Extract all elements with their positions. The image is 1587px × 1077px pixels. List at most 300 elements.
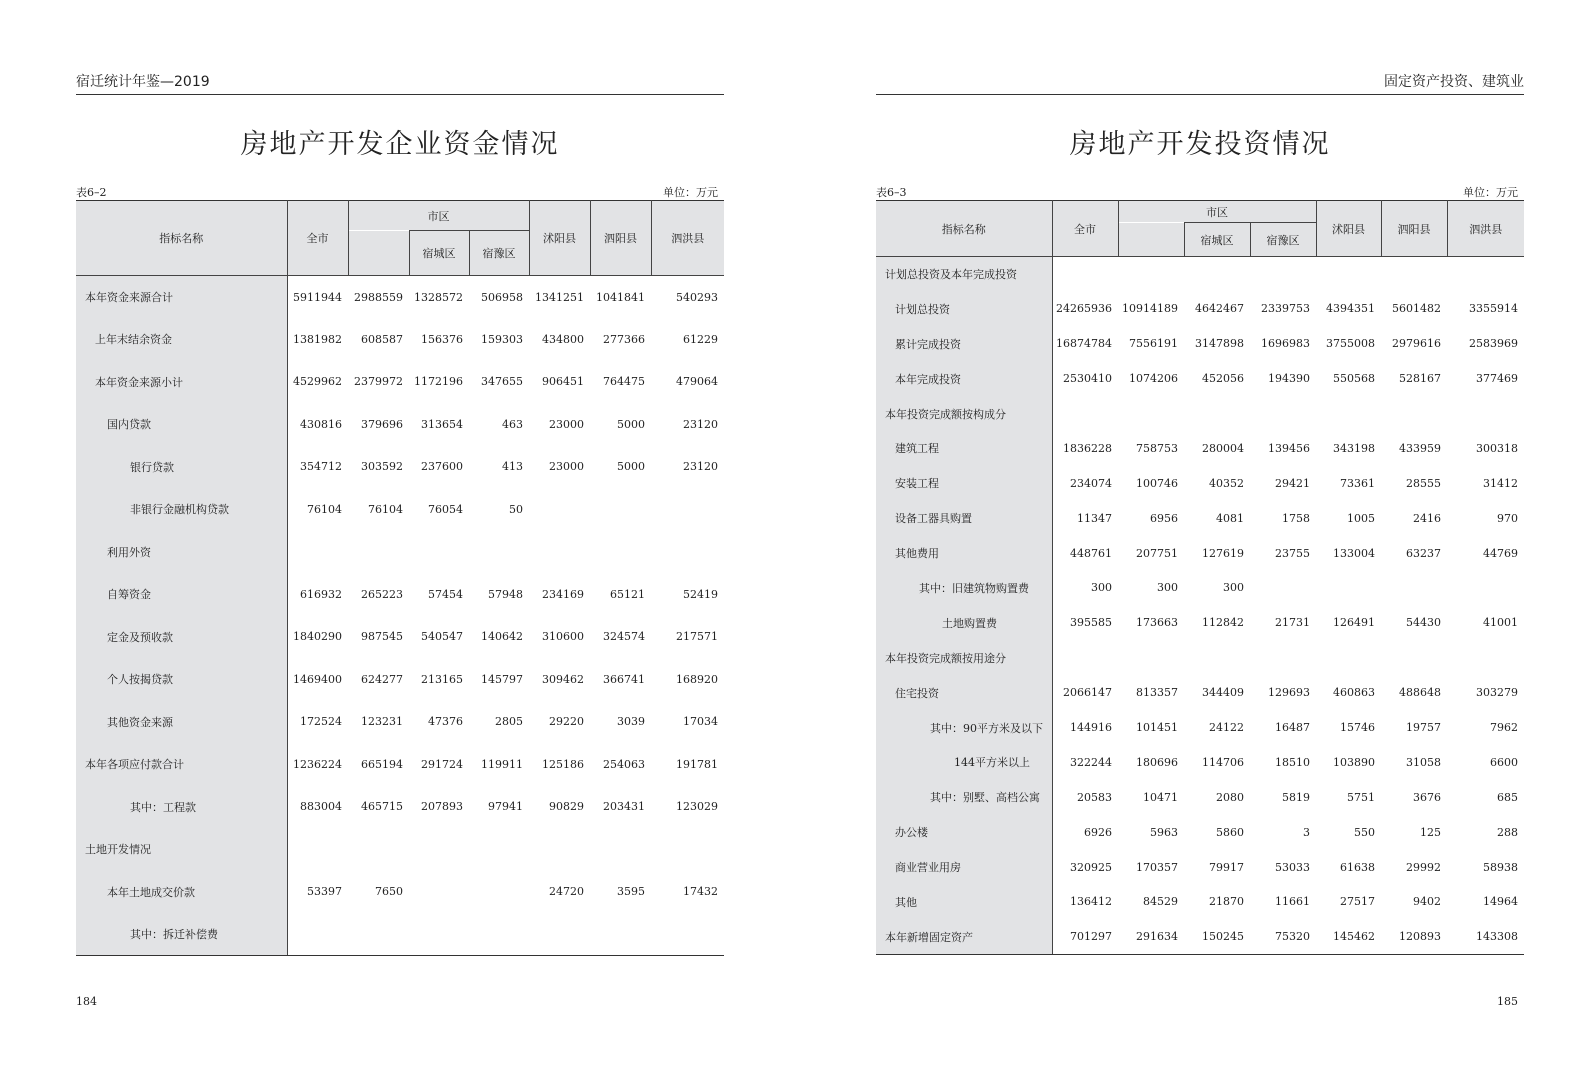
cell-value: 31412	[1483, 476, 1519, 490]
cell-value: 540293	[676, 290, 719, 304]
cell-value: 21870	[1209, 895, 1244, 909]
header-total: 全市	[287, 201, 348, 276]
row-label: 个人按揭贷款	[76, 658, 287, 701]
table-row	[876, 745, 1524, 780]
cell-value	[409, 828, 469, 871]
row-label: 定金及预收款	[76, 616, 287, 659]
cell-value: 150245	[1184, 919, 1250, 954]
cell-value: 540547	[421, 630, 463, 644]
cell-value: 24720	[549, 885, 585, 899]
cell-value: 61638	[1340, 860, 1376, 874]
cell-value: 5860	[1216, 825, 1244, 839]
cell-value: 291634	[1118, 919, 1184, 954]
cell-value: 624277	[361, 672, 403, 686]
cell-value: 54430	[1406, 616, 1442, 630]
cell-value: 234074	[1070, 476, 1112, 490]
cell-value	[1316, 257, 1381, 292]
cell-value: 76104	[307, 502, 342, 516]
cell-value: 143308	[1447, 919, 1524, 954]
table-row	[76, 446, 724, 489]
cell-value: 41001	[1483, 616, 1519, 630]
table-row	[876, 501, 1524, 536]
cell-value: 479064	[676, 375, 719, 389]
cell-value: 1341251	[535, 290, 585, 304]
cell-value: 4642467	[1195, 302, 1244, 316]
cell-value: 300	[1223, 581, 1244, 595]
cell-value	[409, 913, 469, 956]
row-label: 其中：拆迁补偿费	[76, 913, 287, 956]
cell-value: 2379972	[354, 375, 403, 389]
cell-value: 3	[1303, 825, 1311, 839]
cell-value	[348, 913, 409, 956]
cell-value: 550568	[1333, 372, 1376, 386]
cell-value	[1118, 640, 1184, 675]
table-row	[76, 531, 724, 574]
cell-value: 9402	[1413, 895, 1442, 909]
row-label: 国内贷款	[76, 403, 287, 446]
cell-value: 288	[1497, 825, 1519, 839]
cell-value: 685	[1497, 790, 1519, 804]
row-label: 商业营业用房	[876, 850, 1052, 885]
investment-table-body	[876, 257, 1524, 955]
table-row	[76, 616, 724, 659]
cell-value	[1381, 571, 1447, 606]
cell-value: 97941	[488, 800, 524, 814]
cell-value: 50	[509, 502, 524, 516]
cell-value: 10914189	[1122, 302, 1178, 316]
cell-value: 2805	[495, 715, 524, 729]
cell-value	[590, 913, 651, 956]
cell-value	[1250, 571, 1316, 606]
cell-value: 2080	[1216, 790, 1244, 804]
cell-value: 6600	[1490, 755, 1519, 769]
header-sucheng: 宿城区	[1184, 223, 1250, 257]
header-sucheng: 宿城区	[409, 231, 469, 276]
cell-value: 16487	[1275, 721, 1311, 735]
cell-value: 395585	[1070, 616, 1112, 630]
cell-value: 1236224	[293, 757, 342, 771]
row-label: 本年资金来源小计	[76, 361, 287, 404]
cell-value: 23000	[549, 460, 585, 474]
cell-value: 3039	[617, 715, 646, 729]
cell-value: 10471	[1143, 790, 1178, 804]
cell-value	[1381, 257, 1447, 292]
cell-value: 112842	[1202, 616, 1244, 630]
cell-value: 61229	[683, 332, 719, 346]
cell-value	[287, 828, 348, 871]
cell-value: 2988559	[354, 290, 403, 304]
cell-value: 140642	[481, 630, 524, 644]
cell-value	[529, 828, 590, 871]
cell-value: 18510	[1275, 755, 1311, 769]
cell-value: 57948	[488, 587, 524, 601]
table-row	[76, 701, 724, 744]
cell-value: 300318	[1476, 441, 1519, 455]
row-label: 设备工器具购置	[876, 501, 1052, 536]
cell-value: 506958	[481, 290, 524, 304]
cell-value: 237600	[421, 460, 463, 474]
cell-value: 322244	[1070, 755, 1112, 769]
cell-value: 119911	[481, 757, 524, 771]
cell-value: 213165	[421, 672, 463, 686]
table-row	[876, 850, 1524, 885]
row-label: 累计完成投资	[876, 326, 1052, 361]
cell-value: 31058	[1406, 755, 1442, 769]
cell-value: 14964	[1483, 895, 1519, 909]
cell-value: 303279	[1476, 686, 1519, 700]
row-label: 建筑工程	[876, 431, 1052, 466]
cell-value: 1005	[1347, 511, 1376, 525]
cell-value: 3355914	[1469, 302, 1519, 316]
cell-value	[1118, 257, 1184, 292]
cell-value: 1328572	[414, 290, 463, 304]
cell-value: 3595	[617, 885, 646, 899]
cell-value: 23755	[1275, 546, 1311, 560]
cell-value: 463	[502, 417, 524, 431]
cell-value: 17034	[683, 715, 719, 729]
table-row	[76, 658, 724, 701]
table-row	[876, 431, 1524, 466]
cell-value: 126491	[1333, 616, 1376, 630]
cell-value: 2583969	[1469, 337, 1519, 351]
row-label: 其中：旧建筑物购置费	[876, 571, 1052, 606]
cell-value: 28555	[1406, 476, 1442, 490]
cell-value	[651, 828, 724, 871]
table-row	[876, 640, 1524, 675]
cell-value: 377469	[1476, 372, 1519, 386]
cell-value: 101451	[1136, 721, 1178, 735]
cell-value: 313654	[421, 417, 463, 431]
cell-value	[1447, 257, 1524, 292]
cell-value: 52419	[683, 587, 719, 601]
cell-value	[1316, 396, 1381, 431]
cell-value	[1316, 640, 1381, 675]
row-label: 其中：别墅、高档公寓	[876, 780, 1052, 815]
row-label: 本年投资完成额按用途分	[876, 640, 1052, 675]
cell-value: 16874784	[1056, 337, 1112, 351]
header-urban: 市区	[1118, 201, 1316, 223]
cell-value	[1052, 640, 1118, 675]
cell-value: 173663	[1136, 616, 1178, 630]
cell-value: 103890	[1333, 755, 1376, 769]
cell-value: 172524	[300, 715, 342, 729]
cell-value: 344409	[1202, 686, 1244, 700]
cell-value: 15746	[1340, 721, 1376, 735]
row-label: 本年新增固定资产	[876, 919, 1052, 954]
table-row	[76, 276, 724, 319]
table-row	[876, 571, 1524, 606]
cell-value: 434800	[542, 332, 585, 346]
cell-value: 65121	[610, 587, 646, 601]
running-head: 宿迁统计年鉴—2019	[76, 73, 724, 95]
cell-value: 452056	[1202, 372, 1244, 386]
cell-value	[1184, 640, 1250, 675]
cell-value: 550	[1354, 825, 1376, 839]
cell-value	[1184, 396, 1250, 431]
cell-value: 27517	[1340, 895, 1376, 909]
cell-value: 5963	[1150, 825, 1178, 839]
cell-value: 2530410	[1063, 372, 1112, 386]
table-id: 表6–3	[876, 186, 907, 199]
header-siyang: 泗阳县	[1381, 201, 1447, 257]
cell-value: 324574	[603, 630, 646, 644]
row-label: 计划总投资	[876, 291, 1052, 326]
cell-value: 379696	[361, 417, 403, 431]
cell-value: 2339753	[1261, 302, 1311, 316]
cell-value	[348, 531, 409, 574]
cell-value: 180696	[1136, 755, 1178, 769]
cell-value: 136412	[1070, 895, 1112, 909]
cell-value: 320925	[1070, 860, 1112, 874]
table-row	[76, 488, 724, 531]
investment-table	[876, 200, 1524, 955]
cell-value: 3147898	[1195, 337, 1244, 351]
header-siyang: 泗阳县	[590, 201, 651, 276]
cell-value: 300	[1091, 581, 1112, 595]
cell-value: 1696983	[1261, 337, 1311, 351]
cell-value: 145462	[1316, 919, 1381, 954]
table-row	[876, 919, 1524, 954]
cell-value: 168920	[676, 672, 719, 686]
cell-value: 4394351	[1326, 302, 1376, 316]
cell-value: 1758	[1282, 511, 1311, 525]
page-number: 184	[76, 995, 97, 1008]
cell-value: 156376	[421, 332, 463, 346]
cell-value: 75320	[1250, 919, 1316, 954]
page-number: 185	[1497, 995, 1518, 1008]
cell-value: 758753	[1136, 441, 1178, 455]
cell-value: 29220	[549, 715, 585, 729]
cell-value	[469, 828, 529, 871]
cell-value: 303592	[361, 460, 403, 474]
cell-value: 433959	[1399, 441, 1442, 455]
left-page	[76, 0, 724, 1077]
row-label: 本年资金来源合计	[76, 276, 287, 319]
cell-value: 19757	[1406, 721, 1442, 735]
table-row	[876, 536, 1524, 571]
cell-value: 191781	[676, 757, 719, 771]
table-row	[76, 318, 724, 361]
row-label: 其他	[876, 885, 1052, 920]
row-label: 本年完成投资	[876, 361, 1052, 396]
cell-value: 970	[1497, 511, 1519, 525]
table-row	[76, 786, 724, 829]
cell-value: 29421	[1275, 476, 1311, 490]
cell-value: 23120	[683, 417, 719, 431]
cell-value: 5751	[1347, 790, 1376, 804]
cell-value: 1172196	[414, 375, 463, 389]
header-sihong: 泗洪县	[651, 201, 724, 276]
row-label: 计划总投资及本年完成投资	[876, 257, 1052, 292]
cell-value: 47376	[428, 715, 463, 729]
cell-value: 1836228	[1063, 441, 1112, 455]
cell-value: 79917	[1209, 860, 1244, 874]
cell-value: 7556191	[1129, 337, 1178, 351]
cell-value: 76104	[368, 502, 403, 516]
cell-value: 100746	[1136, 476, 1178, 490]
right-page	[876, 0, 1524, 1077]
table-row	[76, 573, 724, 616]
cell-value	[1184, 257, 1250, 292]
row-label: 本年各项应付款合计	[76, 743, 287, 786]
cell-value: 114706	[1202, 755, 1244, 769]
cell-value: 906451	[542, 375, 585, 389]
table-row	[876, 780, 1524, 815]
row-label: 银行贷款	[76, 446, 287, 489]
cell-value: 5000	[617, 417, 646, 431]
cell-value: 2066147	[1063, 686, 1112, 700]
table-row	[876, 326, 1524, 361]
table-row	[76, 828, 724, 871]
cell-value: 291724	[421, 757, 463, 771]
cell-value: 123231	[361, 715, 403, 729]
cell-value	[1118, 396, 1184, 431]
cell-value: 300	[1157, 581, 1178, 595]
cell-value: 701297	[1052, 919, 1118, 954]
cell-value	[529, 913, 590, 956]
cell-value: 460863	[1333, 686, 1376, 700]
cell-value: 883004	[300, 800, 342, 814]
cell-value	[1250, 396, 1316, 431]
cell-value: 347655	[481, 375, 524, 389]
cell-value: 764475	[603, 375, 646, 389]
header-indicator: 指标名称	[76, 201, 287, 276]
cell-value	[469, 531, 529, 574]
cell-value: 5000	[617, 460, 646, 474]
cell-value: 488648	[1399, 686, 1442, 700]
cell-value: 21731	[1275, 616, 1311, 630]
row-label: 其中：90平方米及以下	[876, 710, 1052, 745]
cell-value: 310600	[542, 630, 585, 644]
header-shuyang: 沭阳县	[529, 201, 590, 276]
cell-value: 11661	[1275, 895, 1311, 909]
table-unit: 单位：万元	[663, 186, 718, 199]
row-label: 其他费用	[876, 536, 1052, 571]
cell-value: 194390	[1268, 372, 1311, 386]
table-row	[876, 466, 1524, 501]
cell-value: 20583	[1077, 790, 1112, 804]
cell-value	[590, 828, 651, 871]
row-label: 利用外资	[76, 531, 287, 574]
cell-value	[348, 828, 409, 871]
cell-value: 90829	[549, 800, 585, 814]
cell-value: 5819	[1282, 790, 1311, 804]
cell-value	[1447, 640, 1524, 675]
cell-value: 366741	[603, 672, 646, 686]
cell-value	[651, 913, 724, 956]
cell-value: 465715	[361, 800, 403, 814]
cell-value: 57454	[428, 587, 463, 601]
header-suyu: 宿豫区	[469, 231, 529, 276]
cell-value: 1840290	[293, 630, 342, 644]
cell-value: 63237	[1406, 546, 1442, 560]
cell-value: 2979616	[1392, 337, 1442, 351]
cell-value	[1381, 396, 1447, 431]
row-label: 住宅投资	[876, 675, 1052, 710]
cell-value: 265223	[361, 587, 403, 601]
cell-value: 127619	[1202, 546, 1244, 560]
row-label: 非银行金融机构贷款	[76, 488, 287, 531]
cell-value: 528167	[1399, 372, 1442, 386]
cell-value: 987545	[361, 630, 403, 644]
cell-value: 5601482	[1392, 302, 1442, 316]
cell-value	[409, 531, 469, 574]
table-row	[76, 403, 724, 446]
header-urban: 市区	[348, 201, 529, 231]
cell-value: 17432	[683, 885, 719, 899]
cell-value: 254063	[603, 757, 646, 771]
cell-value	[590, 531, 651, 574]
cell-value: 7962	[1490, 721, 1519, 735]
table-id: 表6–2	[76, 186, 107, 199]
row-label: 自筹资金	[76, 573, 287, 616]
cell-value: 120893	[1381, 919, 1447, 954]
row-label: 本年土地成交价款	[76, 871, 287, 914]
table-row	[76, 743, 724, 786]
table-row	[876, 675, 1524, 710]
page-title: 房地产开发投资情况	[1069, 129, 1331, 160]
cell-value	[1447, 571, 1524, 606]
cell-value: 3755008	[1326, 337, 1376, 351]
cell-value: 44769	[1483, 546, 1519, 560]
cell-value	[1316, 571, 1381, 606]
cell-value: 58938	[1483, 860, 1519, 874]
table-row	[876, 291, 1524, 326]
table-row	[876, 710, 1524, 745]
cell-value	[651, 488, 724, 531]
cell-value	[287, 531, 348, 574]
header-shuyang: 沭阳县	[1316, 201, 1381, 257]
cell-value: 4529962	[293, 375, 342, 389]
cell-value: 1469400	[293, 672, 342, 686]
cell-value: 354712	[300, 460, 342, 474]
table-row	[76, 361, 724, 404]
table-row	[876, 815, 1524, 850]
cell-value: 4081	[1216, 511, 1244, 525]
cell-value: 1381982	[293, 332, 342, 346]
cell-value	[469, 913, 529, 956]
cell-value: 23000	[549, 417, 585, 431]
cell-value: 608587	[361, 332, 403, 346]
cell-value: 413	[502, 460, 524, 474]
row-label: 其他资金来源	[76, 701, 287, 744]
funding-table	[76, 200, 724, 956]
cell-value: 125	[1420, 825, 1442, 839]
cell-value: 813357	[1136, 686, 1178, 700]
cell-value: 665194	[361, 757, 403, 771]
cell-value: 129693	[1268, 686, 1311, 700]
cell-value: 5911944	[293, 290, 342, 304]
table-row	[876, 885, 1524, 920]
row-label: 土地购置费	[876, 605, 1052, 640]
cell-value: 73361	[1340, 476, 1376, 490]
cell-value: 139456	[1268, 441, 1311, 455]
cell-value: 280004	[1202, 441, 1244, 455]
cell-value: 234169	[542, 587, 585, 601]
cell-value: 40352	[1209, 476, 1244, 490]
cell-value	[1052, 396, 1118, 431]
header-total: 全市	[1052, 201, 1118, 257]
cell-value: 53033	[1275, 860, 1311, 874]
cell-value: 7650	[375, 885, 403, 899]
cell-value	[1250, 257, 1316, 292]
table-row	[76, 871, 724, 914]
cell-value: 29992	[1406, 860, 1442, 874]
cell-value	[1381, 640, 1447, 675]
row-label: 上年末结余资金	[76, 318, 287, 361]
cell-value: 277366	[603, 332, 646, 346]
cell-value: 6956	[1150, 511, 1178, 525]
